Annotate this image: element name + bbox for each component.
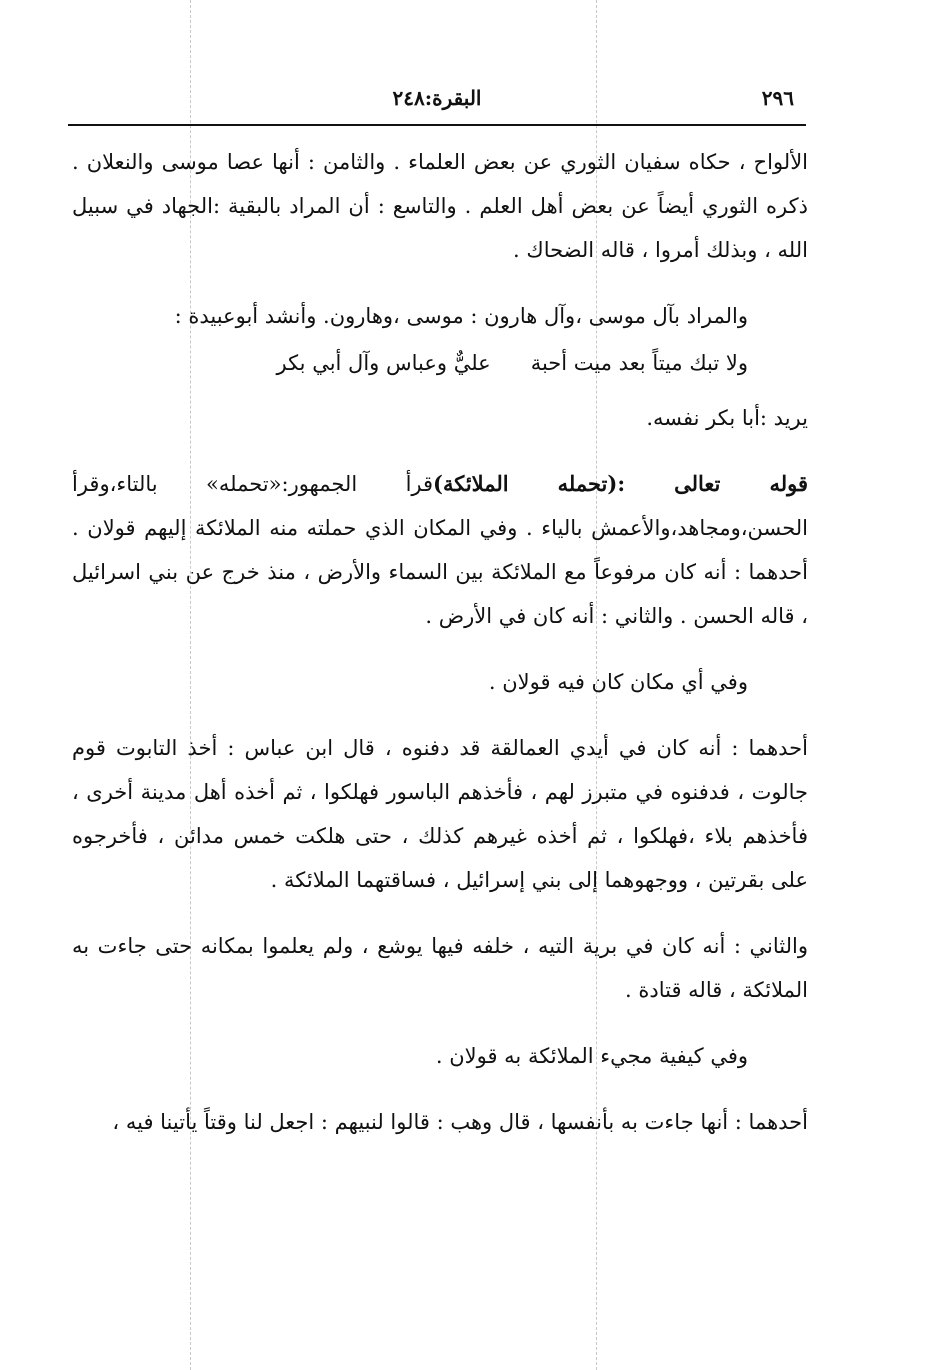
page-number: ٢٩٦ [761,86,794,110]
paragraph [65,462,808,638]
header-rule [68,124,806,126]
page-header [68,84,806,120]
verse-first-hemistich: ولا تبك ميتاً بعد ميت أحبة [530,351,748,375]
poetry-verse [72,338,808,388]
paragraph: والمراد بآل موسى ،وآل هارون : موسى ،وهارون. وأنشد أبوعبيدة : [174,304,748,328]
paragraph: الألواح ، حكاه سفيان الثوري عن بعض العلماء . والثامن : أنها عصا موسى والنعلان . ذكره الثوري أيضاً عن بعض أهل العلم . والتاسع : أن المراد بالبقية :الجهاد في سبيل الله ، وبذلك أمروا ، قاله الضحاك . [65,150,808,262]
paragraph: أحدهما : أنها جاءت به بأنفسها ، قال وهب : قالوا لنبيهم : اجعل لنا وقتاً يأتينا فيه ، [112,1110,808,1134]
paragraph: وفي أي مكان كان فيه قولان . [488,670,748,694]
paragraph: أحدهما : أنه كان في أيدي العمالقة قد دفنوه ، قال ابن عباس : أخذ التابوت قوم جالوت ، فدفنوه في متبرز لهم ، فأخذهم الباسور فهلكوا ، ثم أخذه أهل مدينة أخرى ، فأخذهم بلاء ،فهلكوا ، ثم أخذه غيرهم كذلك ، حتى هلكت خمس مدائن ، فأخرجوه على بقرتين ، ووجهوهما إلى بني إسرائيل ، فساقتهما الملائكة . [65,736,808,892]
running-head: البقرة:٢٤٨ [392,86,482,110]
paragraph: يريد :أبا بكر نفسه. [646,406,808,430]
paragraph: وفي كيفية مجيء الملائكة به قولان . [435,1044,748,1068]
verse-second-hemistich: عليٌّ وعباس وآل أبي بكر [276,351,491,375]
paragraph-text: قرأ الجمهور:«تحمله» بالتاء،وقرأ الحسن،ومجاهد،والأعمش بالياء . وفي المكان الذي حملته منه الملائكة إليهم قولان . أحدهما : أنه كان مرفوعاً مع الملائكة بين السماء والأرض ، منذ خرج عن بني اسرائيل ، قاله الحسن . والثاني : أنه كان في الأرض . [65,472,808,628]
page-body [65,140,808,1144]
paragraph: والثاني : أنه كان في برية التيه ، خلفه فيها يوشع ، ولم يعلموا بمكانه حتى جاءت به الملائكة ، قاله قتادة . [65,934,808,1002]
verse-reference: قوله تعالى :(تحمله الملائكة) [433,471,808,496]
